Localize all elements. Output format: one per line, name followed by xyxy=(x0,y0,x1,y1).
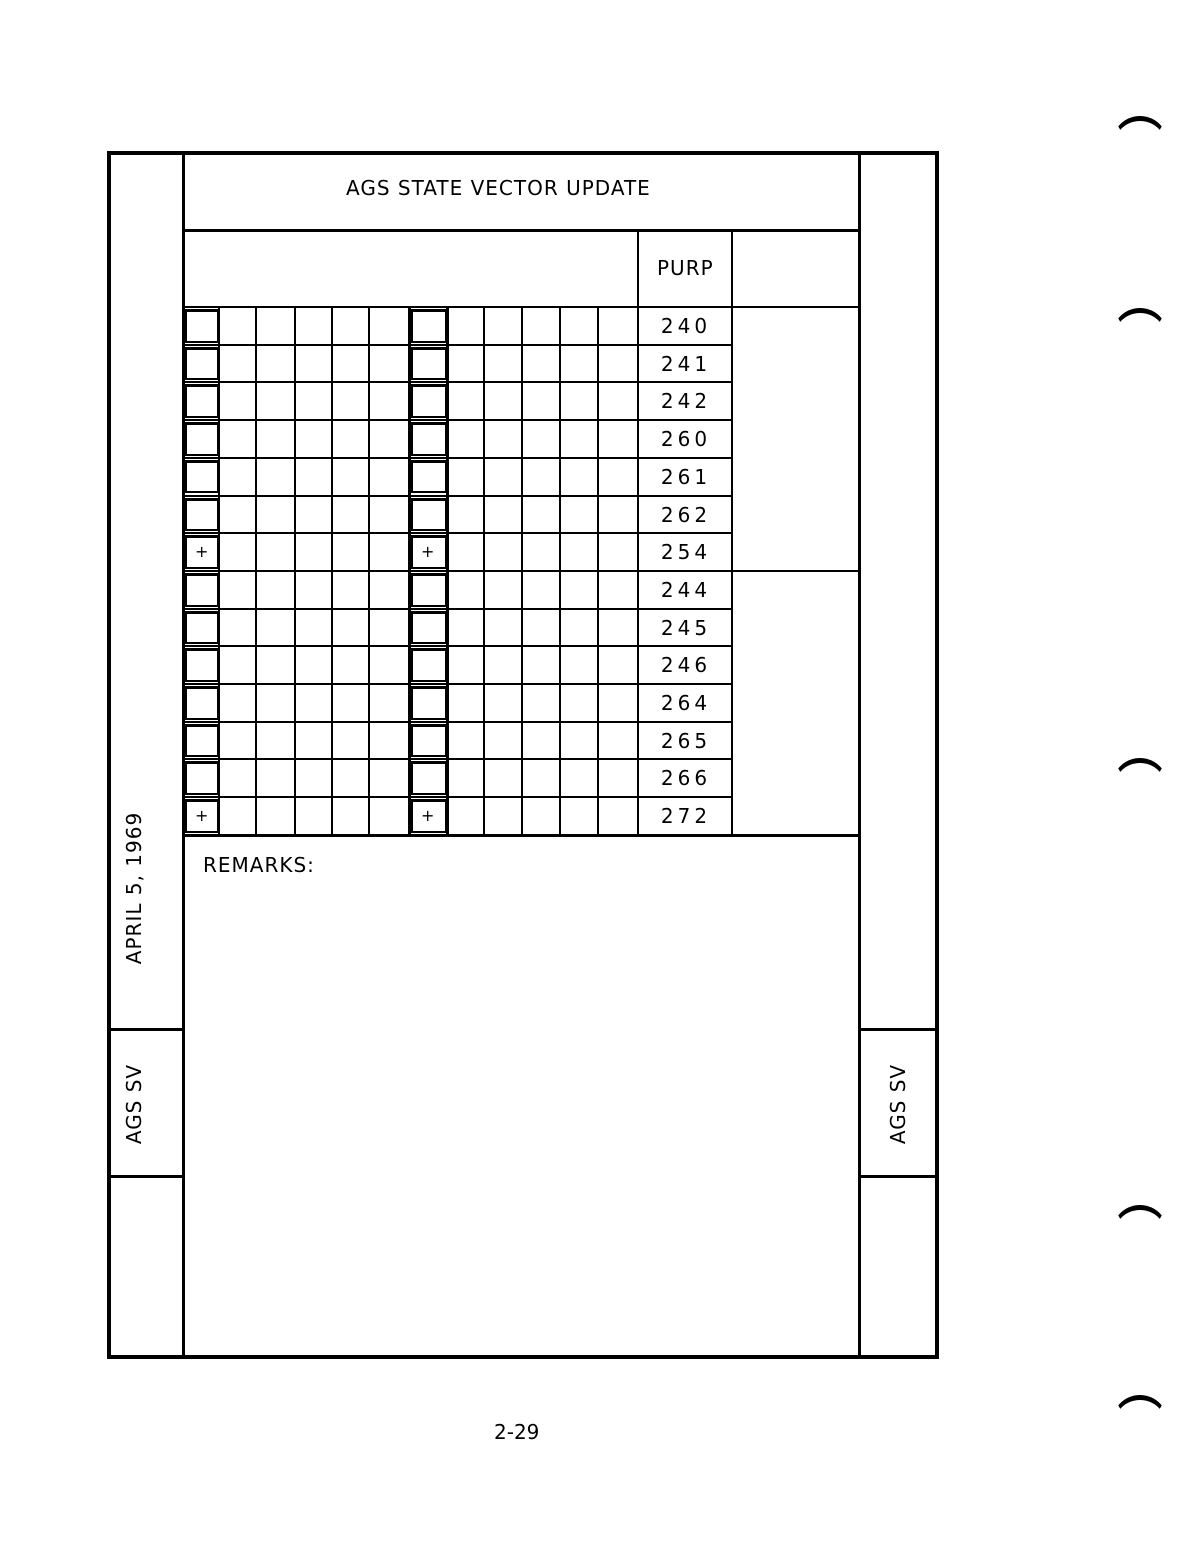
grid-row-line xyxy=(183,758,732,760)
grid-row-line xyxy=(183,570,732,572)
grid-row-line xyxy=(183,645,732,647)
sign-box[interactable] xyxy=(185,460,219,494)
sign-box[interactable] xyxy=(185,384,219,418)
grid-row-line xyxy=(183,419,732,421)
sign-box[interactable] xyxy=(411,724,447,758)
form-title: AGS STATE VECTOR UPDATE xyxy=(346,176,651,200)
sign-box[interactable] xyxy=(185,761,219,795)
address-label: 254 xyxy=(660,540,712,565)
sign-box[interactable] xyxy=(411,761,447,795)
grid-row-line xyxy=(183,344,732,346)
left-tab-label: AGS SV xyxy=(122,1063,146,1145)
grid-row-line xyxy=(183,457,732,459)
address-label: 260 xyxy=(660,427,712,452)
sign-box[interactable] xyxy=(411,309,447,343)
address-label: 241 xyxy=(660,351,712,376)
remarks-label: REMARKS: xyxy=(203,853,315,877)
sign-box[interactable] xyxy=(185,347,219,381)
address-label: 264 xyxy=(660,691,712,715)
sign-box[interactable] xyxy=(411,648,447,682)
grid-row-line xyxy=(183,532,732,534)
grid-row-line xyxy=(183,683,732,685)
date-tab-label: APRIL 5, 1969 xyxy=(122,811,146,965)
sign-box[interactable] xyxy=(185,611,219,645)
address-label: 262 xyxy=(660,502,712,527)
left-tab-divider xyxy=(109,1175,183,1178)
left-tab-divider xyxy=(109,1028,183,1031)
sign-box[interactable] xyxy=(185,422,219,456)
sign-box[interactable] xyxy=(411,573,447,607)
sign-box[interactable] xyxy=(411,347,447,381)
sign-box[interactable] xyxy=(185,648,219,682)
binder-hole-4 xyxy=(1112,1205,1168,1261)
address-label: 272 xyxy=(660,804,712,829)
grid-column-line xyxy=(597,307,599,835)
sign-box[interactable] xyxy=(185,686,219,720)
right-tab-label: AGS SV xyxy=(886,1063,910,1145)
sign-mark: + xyxy=(195,806,209,826)
grid-row-line xyxy=(183,608,732,610)
outer-border-top xyxy=(107,151,939,155)
sign-mark: + xyxy=(421,806,435,826)
grid-column-line xyxy=(559,307,561,835)
grid-row-line xyxy=(183,796,732,798)
address-label: 242 xyxy=(660,389,712,414)
address-label: 240 xyxy=(660,314,712,338)
page-number: 2-29 xyxy=(494,1420,540,1444)
binder-hole-1 xyxy=(1112,116,1168,172)
title-divider xyxy=(183,229,859,232)
binder-hole-3 xyxy=(1112,758,1168,814)
address-label: 245 xyxy=(660,615,712,640)
grid-column-line xyxy=(294,307,296,835)
sign-box[interactable] xyxy=(185,309,219,343)
address-label: 244 xyxy=(660,577,712,602)
outer-border-bottom xyxy=(107,1355,939,1359)
grid-column-line xyxy=(521,307,523,835)
grid-column-line xyxy=(255,307,257,835)
address-label: 261 xyxy=(660,464,712,489)
grid-row-line xyxy=(183,381,732,383)
binder-hole-5 xyxy=(1112,1395,1168,1451)
address-label: 246 xyxy=(660,653,712,678)
address-label: 266 xyxy=(660,766,712,791)
grid-row-line xyxy=(183,495,732,497)
sign-box[interactable] xyxy=(411,611,447,645)
sign-mark: + xyxy=(195,542,209,562)
binder-hole-2 xyxy=(1112,308,1168,364)
sign-box[interactable] xyxy=(185,573,219,607)
purp-group-divider xyxy=(732,570,859,572)
sign-box[interactable] xyxy=(185,724,219,758)
sign-box[interactable] xyxy=(411,384,447,418)
sign-box[interactable] xyxy=(411,498,447,532)
sign-box[interactable] xyxy=(411,686,447,720)
address-label: 265 xyxy=(660,728,712,753)
sign-box[interactable] xyxy=(411,460,447,494)
grid-column-line xyxy=(368,307,370,835)
grid-column-line xyxy=(331,307,333,835)
grid-row-line xyxy=(183,721,732,723)
right-tab-divider xyxy=(859,1175,937,1178)
right-tab-divider xyxy=(859,1028,937,1031)
purp-label: PURP xyxy=(657,256,714,280)
grid-column-line xyxy=(483,307,485,835)
sign-box[interactable] xyxy=(185,498,219,532)
sign-mark: + xyxy=(421,542,435,562)
sign-box[interactable] xyxy=(411,422,447,456)
